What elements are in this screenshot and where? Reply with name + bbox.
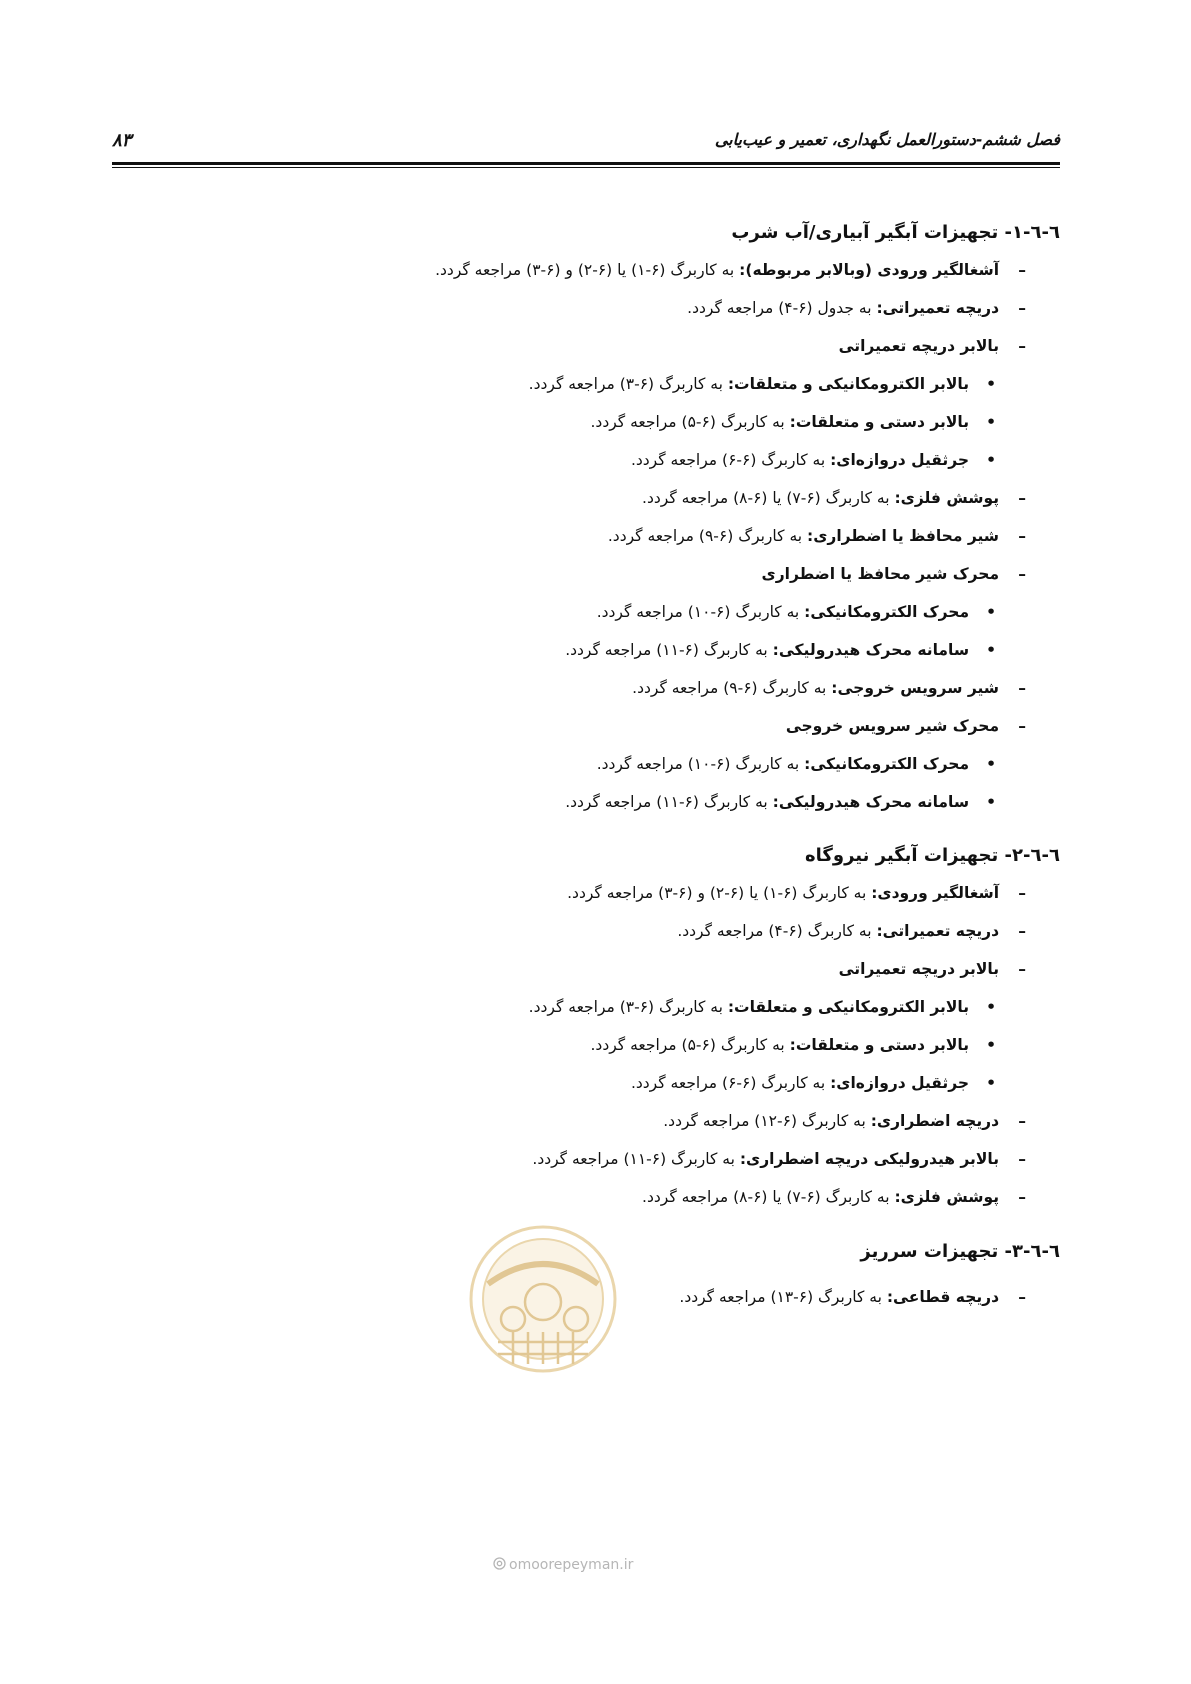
dash-marker: –: [1018, 337, 1026, 355]
bullet-marker: •: [986, 793, 996, 811]
bullet-marker: •: [986, 755, 996, 773]
watermark-url-text: omoorepeyman.ir: [509, 1557, 634, 1573]
list-item: [631, 449, 996, 471]
list-item: [631, 1072, 996, 1094]
list-item: [529, 373, 996, 395]
item-text: به کاربرگ (۶-۳) مراجعه گردد.: [528, 375, 728, 393]
dash-marker: –: [1018, 679, 1026, 697]
item-text: به کاربرگ (۶-۵) مراجعه گردد.: [590, 1036, 790, 1054]
bullet-marker: •: [986, 375, 996, 393]
item-label: دریچه تعمیراتی:: [876, 299, 1000, 317]
item-text: به کاربرگ (۶-۷) یا (۶-۸) مراجعه گردد.: [642, 1188, 895, 1206]
item-text: به کاربرگ (۶-۱۰) مراجعه گردد.: [596, 603, 805, 621]
dash-marker: –: [1018, 527, 1026, 545]
header-rule-thin: [112, 167, 1060, 168]
bullet-marker: •: [986, 1036, 996, 1054]
item-label: بالابر دریچه تعمیراتی: [838, 337, 1000, 355]
item-label: جرثقیل دروازه‌ای:: [830, 1074, 970, 1092]
item-label: شیر سرویس خروجی:: [831, 679, 1000, 697]
list-item: [687, 297, 1026, 319]
item-label: بالابر هیدرولیکی دریچه اضطراری:: [739, 1150, 1000, 1168]
list-item: [839, 335, 1026, 357]
item-label: بالابر الکترومکانیکی و متعلقات:: [727, 375, 970, 393]
page-number: ۸۳: [112, 130, 132, 151]
item-label: بالابر دستی و متعلقات:: [789, 413, 970, 431]
list-item: [597, 753, 996, 775]
dash-marker: –: [1018, 489, 1026, 507]
item-label: بالابر دریچه تعمیراتی: [838, 960, 1000, 978]
list-item: [532, 1148, 1026, 1170]
item-text: به کاربرگ (۶-۱) یا (۶-۲) و (۶-۳) مراجعه گردد.: [567, 884, 872, 902]
list-item: [435, 259, 1026, 281]
list-item: [565, 639, 996, 661]
item-text: به کاربرگ (۶-۶) مراجعه گردد.: [630, 451, 831, 469]
section-heading: ٦-٦-٢- تجهیزات آبگیر نیروگاه: [805, 845, 1060, 866]
list-item: [786, 715, 1026, 737]
bullet-marker: •: [986, 641, 996, 659]
dash-marker: –: [1018, 1112, 1026, 1130]
running-header: [112, 126, 1060, 158]
dash-marker: –: [1018, 261, 1026, 279]
dash-marker: –: [1018, 922, 1026, 940]
list-item: [565, 791, 996, 813]
item-text: به کاربرگ (۶-۹) مراجعه گردد.: [632, 679, 832, 697]
list-item: [642, 1186, 1026, 1208]
item-label: سامانه محرک هیدرولیکی:: [772, 641, 970, 659]
dash-marker: –: [1018, 960, 1026, 978]
dash-marker: –: [1018, 1188, 1026, 1206]
bullet-marker: •: [986, 1074, 996, 1092]
section-heading: ٦-٦-١- تجهیزات آبگیر آبیاری/آب شرب: [731, 222, 1060, 243]
item-text: به کاربرگ (۶-۳) مراجعه گردد.: [528, 998, 728, 1016]
item-label: سامانه محرک هیدرولیکی:: [772, 793, 970, 811]
item-label: محرک الکترومکانیکی:: [804, 603, 970, 621]
list-item: [762, 563, 1026, 585]
item-text: به کاربرگ (۶-۱۲) مراجعه گردد.: [663, 1112, 871, 1130]
item-text: به کاربرگ (۶-۹) مراجعه گردد.: [607, 527, 807, 545]
dash-marker: –: [1018, 565, 1026, 583]
item-text: به کاربرگ (۶-۱۱) مراجعه گردد.: [565, 793, 773, 811]
item-label: پوشش فلزی:: [894, 1188, 1000, 1206]
item-label: محرک شیر سرویس خروجی: [785, 717, 1000, 735]
item-text: به کاربرگ (۶-۱۰) مراجعه گردد.: [596, 755, 805, 773]
list-item: [597, 601, 996, 623]
list-item: [590, 1034, 996, 1056]
list-item: [663, 1110, 1026, 1132]
item-text: به کاربرگ (۶-۶) مراجعه گردد.: [630, 1074, 831, 1092]
dash-marker: –: [1018, 717, 1026, 735]
list-item: [632, 677, 1026, 699]
list-item: [679, 1286, 1026, 1308]
list-item: [608, 525, 1026, 547]
item-label: بالابر دستی و متعلقات:: [789, 1036, 970, 1054]
item-text: به کاربرگ (۶-۱) یا (۶-۲) و (۶-۳) مراجعه گردد.: [435, 261, 740, 279]
dash-marker: –: [1018, 299, 1026, 317]
watermark-seal-icon: [468, 1224, 618, 1374]
header-rule: [112, 162, 1060, 165]
item-text: به کاربرگ (۶-۷) یا (۶-۸) مراجعه گردد.: [642, 489, 895, 507]
watermark-url: [493, 1557, 633, 1573]
dash-marker: –: [1018, 884, 1026, 902]
bullet-marker: •: [986, 451, 996, 469]
list-item: [590, 411, 996, 433]
item-label: جرثقیل دروازه‌ای:: [830, 451, 970, 469]
bullet-marker: •: [986, 998, 996, 1016]
item-label: آشغالگیر ورودی:: [871, 884, 1000, 902]
item-label: دریچه اضطراری:: [870, 1112, 1000, 1130]
item-text: به کاربرگ (۶-۱۱) مراجعه گردد.: [565, 641, 773, 659]
item-label: محرک شیر محافظ یا اضطراری: [761, 565, 1000, 583]
chapter-title: فصل ششم-دستورالعمل نگهداری، تعمیر و عیب‌یابی: [714, 130, 1060, 149]
item-text: به کاربرگ (۶-۴) مراجعه گردد.: [677, 922, 877, 940]
item-label: دریچه قطاعی:: [886, 1288, 1000, 1306]
item-label: شیر محافظ یا اضطراری:: [807, 527, 1000, 545]
bullet-marker: •: [986, 413, 996, 431]
item-label: بالابر الکترومکانیکی و متعلقات:: [727, 998, 970, 1016]
list-item: [839, 958, 1026, 980]
list-item: [529, 996, 996, 1018]
at-sign-icon: [493, 1557, 506, 1570]
item-text: به کاربرگ (۶-۱۱) مراجعه گردد.: [532, 1150, 740, 1168]
list-item: [677, 920, 1026, 942]
section-heading: ٦-٦-٣- تجهیزات سرریز: [860, 1241, 1060, 1262]
list-item: [567, 882, 1026, 904]
item-text: به کاربرگ (۶-۵) مراجعه گردد.: [590, 413, 790, 431]
dash-marker: –: [1018, 1150, 1026, 1168]
item-label: پوشش فلزی:: [894, 489, 1000, 507]
bullet-marker: •: [986, 603, 996, 621]
item-text: به جدول (۶-۴) مراجعه گردد.: [687, 299, 877, 317]
list-item: [642, 487, 1026, 509]
item-label: محرک الکترومکانیکی:: [804, 755, 970, 773]
item-label: دریچه تعمیراتی:: [876, 922, 1000, 940]
item-text: به کاربرگ (۶-۱۳) مراجعه گردد.: [679, 1288, 887, 1306]
item-label: آشغالگیر ورودی (وبالابر مربوطه):: [739, 261, 1000, 279]
dash-marker: –: [1018, 1288, 1026, 1306]
